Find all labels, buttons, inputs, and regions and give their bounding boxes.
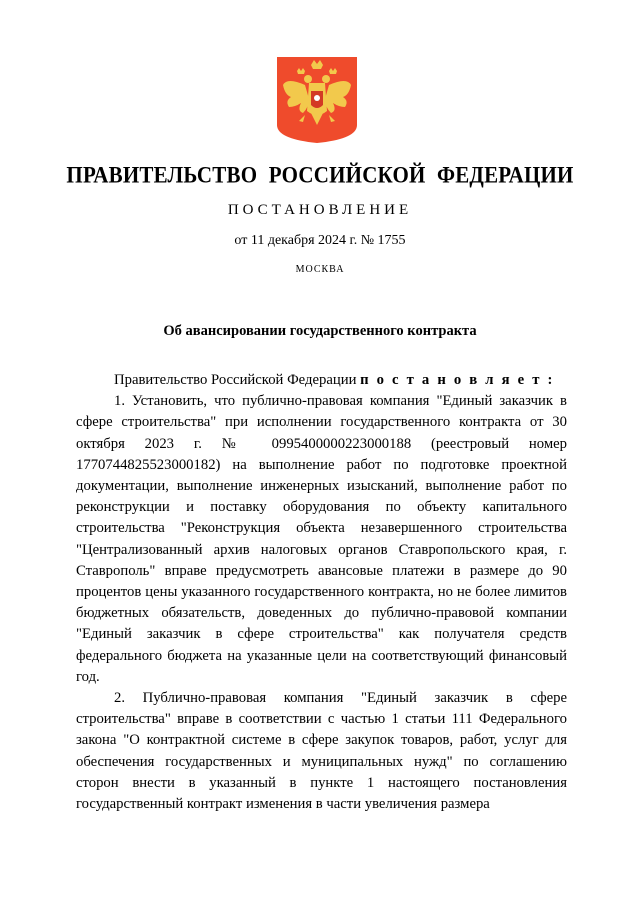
preamble (76, 370, 567, 391)
document-type: ПОСТАНОВЛЕНИЕ (227, 202, 413, 218)
document-city: МОСКВА (295, 264, 345, 275)
preamble-text: Правительство Российской Федерации (114, 372, 361, 388)
document-subject: Об авансировании государственного контракта (163, 323, 477, 339)
paragraph-1: 1. Установить, что публично-правовая компания "Единый заказчик в сфере строительства" при исполнении государственного контракта от 30 октября 2023 г. № 0995400000223000188 (реестровый номер 1770744825523000182) на выполнение работ по подготовке проектной документации, выполнение инженерных изысканий, выполнение работ по реконструкции и поставку оборудования по объекту капитального строительства "Реконструкция объекта незавершенного строительства "Централизованный архив налоговых органов Ставропольского края, г. Ставрополь" вправе предусмотреть авансовые платежи в размере до 90 процентов цены указанного государственного контракта, но не более лимитов бюджетных обязательств, доведенных до публично-правовой компании "Единый заказчик в сфере строительства" как получателя средств федерального бюджета на указанные цели на соответствующий финансовый год. (76, 393, 567, 685)
decree-word: п о с т а н о в л я е т : (360, 372, 555, 388)
coat-of-arms-icon (275, 55, 359, 145)
government-title: ПРАВИТЕЛЬСТВО РОССИЙСКОЙ ФЕДЕРАЦИИ (66, 162, 574, 188)
paragraph-2: 2. Публично-правовая компания "Единый заказчик в сфере строительства" вправе в соответствии с частью 1 статьи 111 Федерального закона "О контрактной системе в сфере закупок товаров, работ, услуг для обеспечения государственных и муниципальных нужд" по соглашению сторон внести в указанный в пункте 1 настоящего постановления государственный контракт изменения в части увеличения размера (76, 690, 567, 813)
document-date-number: от 11 декабря 2024 г. № 1755 (234, 233, 406, 248)
document-body (76, 370, 567, 815)
